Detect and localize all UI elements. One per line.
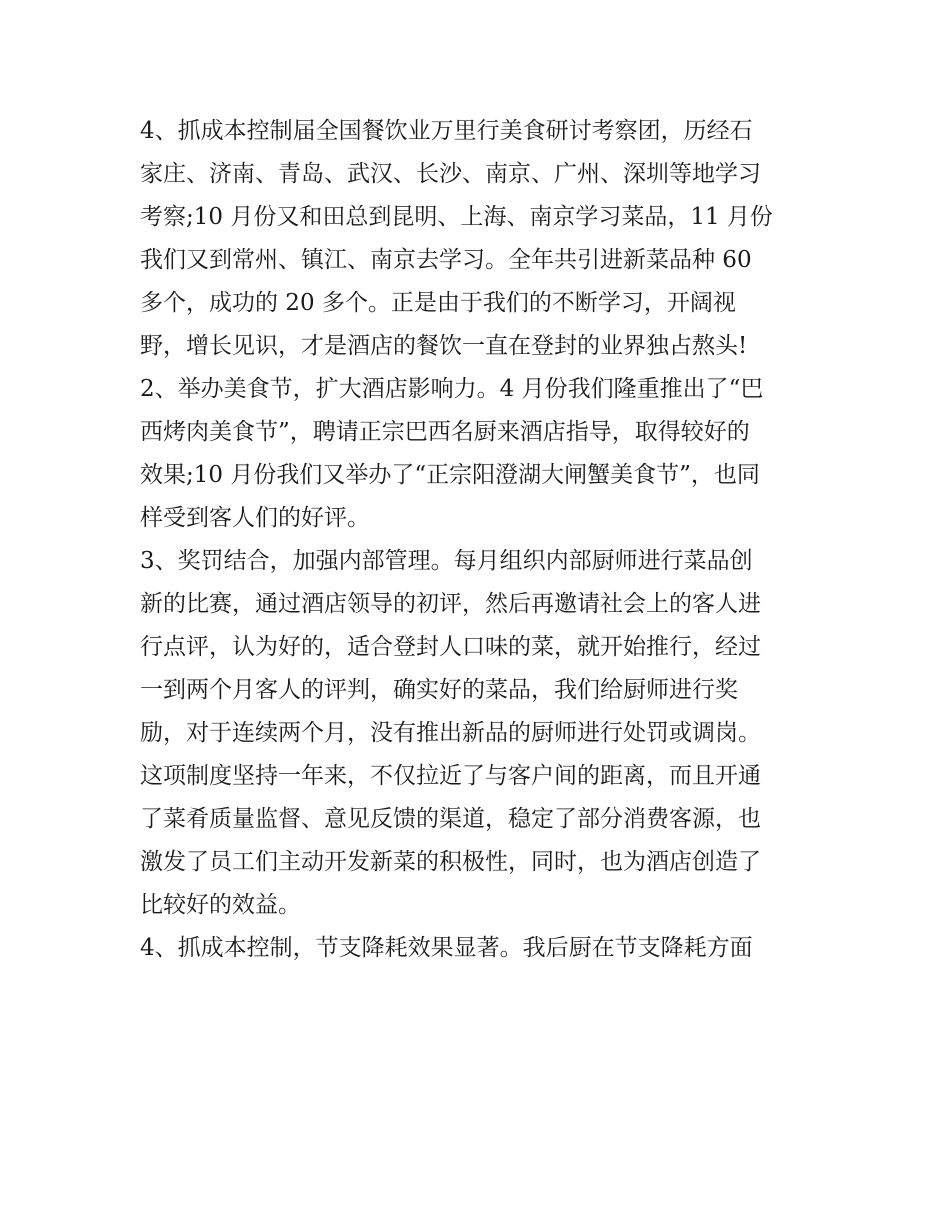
text-line: 我们又到常州、镇江、南京去学习。全年共引进新菜品种 60 <box>140 247 752 273</box>
text-line: 这项制度坚持一年来，不仅拉近了与客户间的距离，而且开通 <box>140 763 761 789</box>
text-line: 效果;10 月份我们又举办了“正宗阳澄湖大闸蟹美食节”，也同 <box>140 462 760 488</box>
text-line: 多个，成功的 20 多个。正是由于我们的不断学习，开阔视 <box>140 290 736 316</box>
text-line: 样受到客人们的好评。 <box>140 505 370 531</box>
text-line: 考察;10 月份又和田总到昆明、上海、南京学习菜品，11 月份 <box>140 204 773 230</box>
text-line: 励，对于连续两个月，没有推出新品的厨师进行处罚或调岗。 <box>140 720 761 746</box>
text-line: 行点评，认为好的，适合登封人口味的菜，就开始推行，经过 <box>140 634 761 660</box>
text-line: 4、抓成本控制届全国餐饮业万里行美食研讨考察团，历经石 <box>140 118 753 144</box>
text-line: 家庄、济南、青岛、武汉、长沙、南京、广州、深圳等地学习 <box>140 161 761 187</box>
text-line: 了菜肴质量监督、意见反馈的渠道，稳定了部分消费客源，也 <box>140 806 761 832</box>
text-line: 4、抓成本控制，节支降耗效果显著。我后厨在节支降耗方面 <box>140 935 753 961</box>
body-text <box>140 110 820 970</box>
text-line: 一到两个月客人的评判，确实好的菜品，我们给厨师进行奖 <box>140 677 738 703</box>
text-line: 2、举办美食节，扩大酒店影响力。4 月份我们隆重推出了“巴 <box>140 376 764 402</box>
text-line: 比较好的效益。 <box>140 892 301 918</box>
text-line: 激发了员工们主动开发新菜的积极性，同时，也为酒店创造了 <box>140 849 761 875</box>
text-line: 野，增长见识，才是酒店的餐饮一直在登封的业界独占熬头! <box>140 333 748 359</box>
text-line: 西烤肉美食节”，聘请正宗巴西名厨来酒店指导，取得较好的 <box>140 419 750 445</box>
text-line: 新的比赛，通过酒店领导的初评，然后再邀请社会上的客人进 <box>140 591 761 617</box>
text-line: 3、奖罚结合，加强内部管理。每月组织内部厨师进行菜品创 <box>140 548 753 574</box>
